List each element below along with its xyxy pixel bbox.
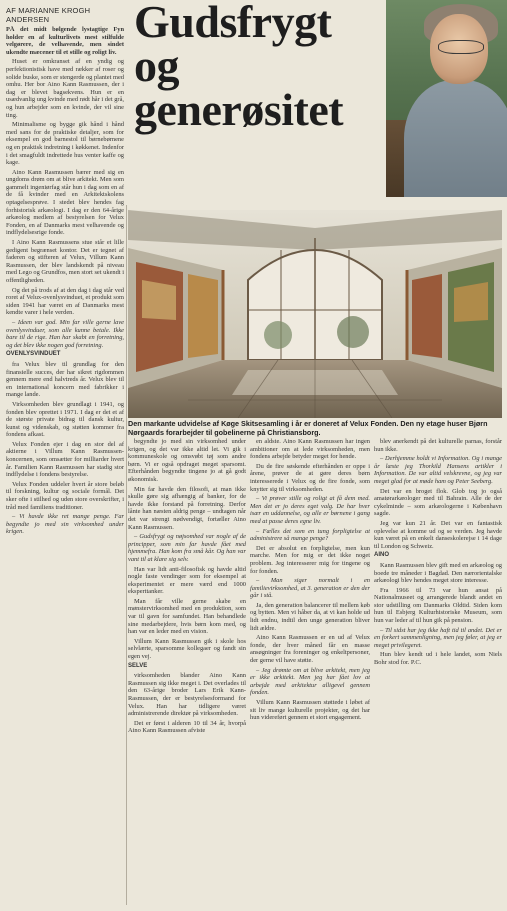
gallery-illustration — [128, 210, 502, 418]
col2-paragraph: Det er først i alderen 10 til 34 år, hvorpå Aino Kann Rasmussen afviste — [128, 719, 246, 735]
article-column-2 — [128, 438, 246, 906]
portrait-glasses — [438, 40, 484, 54]
col3-paragraph: Du de fire søskende efterhånden er oppe i årene, prøver de at gøre deres børn interesserede i Velux og de fire fonde, som knytter sig til virksomheden. — [250, 462, 370, 493]
col1-paragraph: Velux Fonden ejer i dag en stor del af aktierne i Villum Kann Rasmussen-koncernen, som omsætter for milliarder hvert år. Familien Kann Rasmussen har stadig stor indflydelse i fondens bestyrelse. — [6, 440, 124, 479]
col1-paragraph: Velux Fonden uddeler hvert år store beløb til forskning, kultur og sociale formål. Det sker ofte i stilhed og uden store overskrifter, i tråd med familiens traditioner. — [6, 480, 124, 511]
col2-paragraph: SELVE — [128, 662, 148, 669]
tapestry-left-2 — [188, 274, 218, 358]
col4-paragraph: – Til sidst har jeg ikke haft tid til andet. Det er en forkert sammenligning, men jeg føler, at jeg er meget privilegeret. — [374, 626, 502, 649]
col2-paragraph: Han var lidt anti-filosofisk og havde altid nogle faste vendinger som for eksempel at eksperimentet er mere værd end 1000 eksperttanker. — [128, 565, 246, 596]
byline: AF MARIANNE KROGH ANDERSEN — [6, 6, 91, 24]
col1-paragraph: PÅ det midt bølgende lystagtige Fyn holder en af kulturlivets mest stilfulde velgørere, de velhavende, men sindet ukendte mæcener til et stille og roligt liv. — [6, 26, 124, 56]
col3-paragraph: Ja, den generation balancerer til mellem køb og bytten. Men vi håber da, at vi kan holde ud lidt endnu, indtil den unge generation bliver lidt ældre. — [250, 601, 370, 632]
col3-paragraph: Det er absolut en forpligtelse, men kun marche. Men for mig er det ikke noget problem. Jeg interesserer mig for tingene og for fonden. — [250, 544, 370, 575]
col3-paragraph: – Jeg drømte om at blive arkitekt, men jeg er ikke arkitekt. Men jeg har fået lov at arbejde med arkitektur alligevel gennem fonden. — [250, 666, 370, 697]
col1-paragraph: Huset er omkranset af en yndig og perfektionistisk have med rækker af roser og solide buske, som er stengerde og plantet med omhu. Her bor Aino Kann Rasmussen, der i dag er blevet bagsekvens. Hun er en usædvanlig ung kvinde med rødt hår i det grå, og hun arbejder som en kvinde, der vil sine ting. — [6, 58, 124, 119]
col4-paragraph: – Derhjemme holdt vi Information. Og i mange år læste jeg Thorkild Hansens artikler i Information. De var altid velskrevne, og jeg var meget glad for at møde ham og Peter Seeberg. — [374, 455, 502, 485]
headline-line-1: Gudsfrygt — [134, 0, 332, 47]
col2-paragraph: – Gudsfrygt og nøjsomhed var nogle af de principper, som min far havde fået med hjemmefra. Han kom fra små kår. Og han var vant til at klare sig selv. — [128, 533, 246, 563]
portrait-body — [404, 80, 507, 197]
col3-paragraph: – Fælles det som en tung forpligtelse at administrere så mange penge? — [250, 527, 370, 543]
col2-paragraph: virksomheden blander Aino Kann Rasmussen sig ikke meget i. Det overlades til den 63-årige broder Lars Erik Kann-Rasmussen, der er bestyrelsesformand for Velux. Han har tidligere været administrerende direktør på virksomheden. — [128, 672, 246, 718]
col1-paragraph: fra Velux blev til grundlag for den finansielle succes, der har sikret rigdommen gennem mere end halvtreds år. Velux blev til en international koncern med fabrikker i mange lande. — [6, 360, 124, 399]
col4-paragraph: Hun blev kendt ud i hele landet, som Niels Bohr stod for. P.C. — [374, 651, 502, 667]
tapestry-right-2 — [412, 274, 442, 358]
col4-paragraph: Fra 1966 til 73 var hun ansat på Nationalmuseet og arrangerede blandt andet en stor udstilling om Danmarks Oldtid. Siden kom hun til Esbjerg Kulturhistoriske Museum, som hun var leder af til hun gik på pension. — [374, 586, 502, 625]
col1-paragraph: Og det på trods af at den dag i dag står ved roret af Velux-ovenlysvinduet, et produkt som siden 1941 har været en af Danmarks mest kendte varer i hele verden. — [6, 286, 124, 317]
col1-paragraph: OVENLYSVINDUET — [6, 351, 61, 358]
col1-paragraph: Virksomheden blev grundlagt i 1941, og fonden blev oprettet i 1971. I dag er det et af de største private bidrag til dansk kultur, kunst og videnskab, og støtten kommer fra fondens afkast. — [6, 400, 124, 439]
col2-paragraph: begyndte jo med sin virksomhed under krigen, og det var ikke altid let. Vi gik i kommuneskole og omsvøbt tøj som andre børn. Vi er også opdraget meget sparsomt. Efterhånden begyndte tingene jo at gå godt økonomisk. — [128, 438, 246, 483]
col4-paragraph: Kann Rasmussen blev gift med en arkæolog og boede tre måneder i Bagdad. Den nærorientalske arkæologi blev hendes meget store interesse. — [374, 561, 502, 585]
col3-paragraph: – Vi prøver stille og roligt at få dem med. Men det er jo deres eget valg. De har hver især en uddannelse, og alle er børnene i gang med at passe deres egne liv. — [250, 495, 370, 525]
col2-paragraph: Min far havde den filosofi, at man ikke skulle gøre sig afhængig af banker, for de havde ikke forstand på forretning. Derfor lånte han næsten aldrig penge – undtagen når det var strengt nødvendigt, fortæller Aino Kann Rasmussen. — [128, 485, 246, 531]
col2-paragraph: Man får ville gerne skabe en mønstervirksomhed med en produktion, som var til gavn for samfundet. Han behandlede sine medarbejdere, hvis børn kom med, og han var en leder med en vision. — [128, 597, 246, 636]
headline-line-3: generøsitet — [134, 84, 344, 135]
column-divider — [126, 205, 127, 905]
col1-paragraph: Aino Kann Rasmussen bærer med sig en ungdoms drøm om at blive arkitekt. Men som gammelt ingeniørfag står hun i dag som en af de få kvinder med en Arkitektskolens optagelsesprøve. I stedet blev hendes fag forhistorisk arkæologi. I dag er den 64-årige arkæolog medlem af bestyrelsen for Velux Fonden, en af Danmarks mest velhavende og indflydelsesrige fonde. — [6, 168, 124, 237]
col3-paragraph: Aino Kann Rasmussen er en ud af Velux fonde, der hver måned får en masse ansøgninger fra foreninger og enkeltpersoner, der gerne vil have støtte. — [250, 634, 370, 665]
col1-paragraph: Minimalisme og bygge gik hånd i hånd med sans for de praktiske detaljer, som for eksempel en god barnestol til børnebørnene og en praktisk indretning i køkkenet. Indenfor i det smagfuldt indrettede hus venter kaffe og kage. — [6, 121, 124, 167]
article-column-3 — [250, 438, 370, 906]
col3-paragraph: Villum Kann Rasmussen støttede i løbet af sit liv mange kulturelle projekter, og det har hun videreført gennem et stort engagement. — [250, 699, 370, 722]
article-column-4 — [374, 438, 502, 906]
col1-paragraph: – Ideen var god. Min far ville gerne lave ovenlysvinduer, som alle kunne betale. Ikke bare til de rige. Han har skabt en forretning, og det blev ikke nogen god forretning. — [6, 318, 124, 349]
col4-paragraph: Det var en broget flok. Glob tog jo også amatørarkæologer med til Bahrain. Alle de der cykelminde – som arkæologerne i København sagde. — [374, 487, 502, 518]
photo-caption: Den markante udvidelse af Køge Skitsesamling i år er doneret af Velux Fonden. Den ny etage huser Bjørn Nørgaards forarbejder til gobelinerne på Christiansborg. — [128, 419, 488, 437]
headline-line-2: og — [134, 40, 179, 91]
col4-paragraph: blev anerkendt på det kulturelle parnas, forstår hun ikke. — [374, 438, 502, 453]
headline — [134, 0, 384, 135]
col2-paragraph: Villum Kann Rasmussen gik i skole hos selvlærte, sparsomme kollegaer og fandt sin egen vej. — [128, 637, 246, 661]
col3-paragraph: en aldste. Aino Kann Rasmussen har ingen ambitioner om at lede virksomheden, men fondens arbejde betyder meget for hende. — [250, 438, 370, 461]
col1-paragraph: – Vi havde ikke ret mange penge. Far begyndte jo med sin virksomhed under krigen. — [6, 513, 124, 536]
portrait-photo — [386, 0, 507, 197]
col1-paragraph: I Aino Kann Rasmussens stue står et lille gedigent begrænset kontor. Det er tegnet af faderen og stifteren af Velux, Villum Kann Rasmussen, der blev landskendt på niveau med Lego og Grundfos, men stort set ukendt i offentligheden. — [6, 239, 124, 284]
col4-paragraph: Jeg var kun 21 år. Det var en fantastisk oplevelse at komme ud og se verden. Jeg havde kun været på en enkelt danseskolerejse i 14 dage til London og Schweiz. — [374, 519, 502, 550]
article-column-1 — [6, 26, 124, 906]
gallery-photo — [128, 210, 502, 418]
col3-paragraph: – Man siger normalt i en familievirksomhed, at 3. generation er den der går i stå. — [250, 577, 370, 600]
col4-paragraph: AINO — [374, 552, 389, 559]
